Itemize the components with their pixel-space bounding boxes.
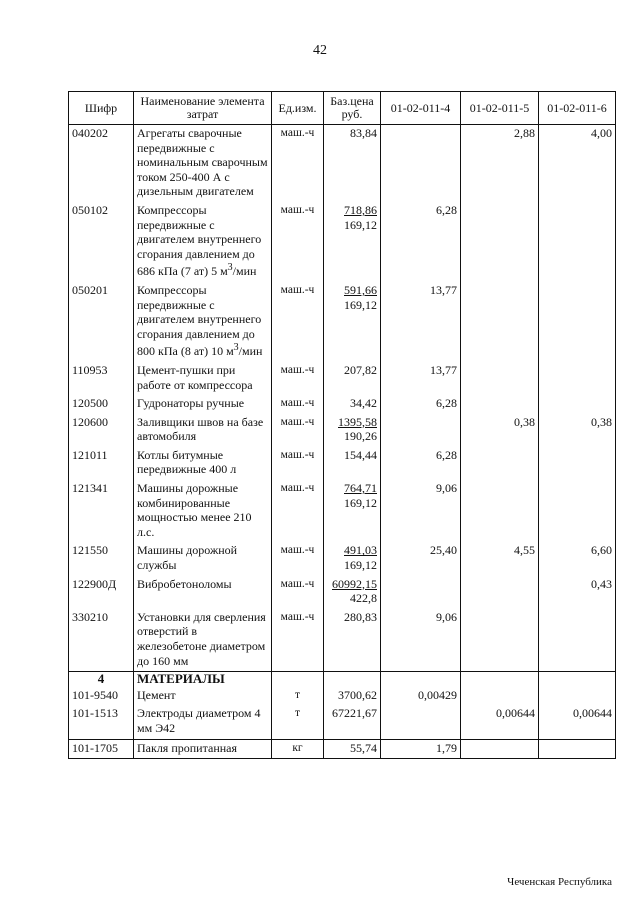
row-price [324, 447, 381, 480]
row-value-col2 [461, 576, 539, 609]
row-value-col2 [461, 202, 539, 282]
table-row [69, 282, 616, 362]
row-value-col2 [461, 282, 539, 362]
row-code: 121011 [69, 447, 134, 480]
row-price [324, 576, 381, 609]
material-value-col1: 0,00429 [381, 687, 461, 706]
table-row [69, 202, 616, 282]
row-unit: маш.-ч [272, 202, 324, 282]
header-price [324, 92, 381, 125]
material-code: 101-9540 [69, 687, 134, 706]
material-unit: т [272, 705, 324, 739]
row-name [134, 202, 272, 282]
row-name-suffix: /мин [238, 344, 263, 359]
row-price-secondary: 169,12 [344, 217, 377, 232]
row-value-col2 [461, 480, 539, 542]
material-price: 3700,62 [324, 687, 381, 706]
table-row [69, 447, 616, 480]
row-value-col1: 13,77 [381, 362, 461, 395]
row-name-suffix: /мин [232, 264, 257, 279]
material-unit: т [272, 687, 324, 706]
row-name: Гудронаторы ручные [134, 395, 272, 414]
row-code: 122900Д [69, 576, 134, 609]
row-value-col3 [539, 447, 616, 480]
row-value-col3: 0,43 [539, 576, 616, 609]
row-price-secondary: 422,8 [350, 591, 377, 606]
header-col3: 01-02-011-6 [539, 92, 616, 125]
row-name: Машины дорожной службы [134, 542, 272, 575]
material-row [69, 687, 616, 706]
row-value-col1 [381, 576, 461, 609]
row-name: Агрегаты сварочные передвижные с номинальным сварочным током 250-400 А с дизельным двигателем [134, 125, 272, 202]
row-code: 040202 [69, 125, 134, 202]
material-name: Электроды диаметром 4 мм Э42 [134, 705, 272, 739]
row-price-main: 83,84 [350, 126, 377, 140]
row-code: 110953 [69, 362, 134, 395]
table-row [69, 609, 616, 672]
row-value-col2: 4,55 [461, 542, 539, 575]
row-name-text: Компрессоры передвижные с двигателем внутреннего сгорания давлением до 686 кПа (7 ат) 5 м [137, 202, 262, 279]
row-value-col1: 9,06 [381, 609, 461, 672]
row-price-main: 207,82 [344, 362, 377, 377]
material-name: Цемент [134, 687, 272, 706]
empty-cell [272, 672, 324, 687]
empty-cell [381, 672, 461, 687]
row-value-col3: 0,38 [539, 414, 616, 447]
row-price [324, 414, 381, 447]
row-name-sup: 3 [227, 262, 233, 274]
row-unit: маш.-ч [272, 395, 324, 414]
row-price [324, 282, 381, 362]
row-value-col3 [539, 480, 616, 542]
row-unit: маш.-ч [272, 480, 324, 542]
row-name: Установки для сверления отверстий в железобетоне диаметром до 160 мм [134, 609, 272, 672]
row-value-col1: 6,28 [381, 447, 461, 480]
header-col2: 01-02-011-5 [461, 92, 539, 125]
row-value-col3 [539, 202, 616, 282]
row-code: 050201 [69, 282, 134, 362]
row-value-col2: 0,38 [461, 414, 539, 447]
row-price-main: 718,86 [344, 202, 377, 217]
row-unit: маш.-ч [272, 125, 324, 202]
row-price-main: 154,44 [344, 447, 377, 462]
material-value-col1 [381, 705, 461, 739]
header-code: Шифр [69, 92, 134, 125]
table-header-row [69, 92, 616, 125]
header-price-line2: руб. [341, 107, 363, 121]
row-value-col3 [539, 609, 616, 672]
row-name: Вибробетоноломы [134, 576, 272, 609]
row-value-col1: 9,06 [381, 480, 461, 542]
row-value-col1 [381, 125, 461, 202]
row-value-col3 [539, 395, 616, 414]
header-name-line1: Наименование элемента [140, 94, 265, 108]
row-price [324, 480, 381, 542]
row-name-sup: 3 [233, 342, 239, 354]
header-unit: Ед.изм. [272, 92, 324, 125]
row-price-secondary: 169,12 [344, 495, 377, 510]
row-price-secondary: 169,12 [344, 297, 377, 312]
row-value-col2 [461, 609, 539, 672]
table-row [69, 414, 616, 447]
page-number: 42 [313, 43, 327, 58]
header-name-line2: затрат [186, 107, 219, 121]
table-row [69, 395, 616, 414]
row-price-main: 280,83 [344, 609, 377, 624]
row-price-main: 764,71 [344, 481, 377, 496]
material-code: 101-1513 [69, 705, 134, 739]
row-value-col2: 2,88 [461, 125, 539, 202]
row-price-main: 591,66 [344, 282, 377, 297]
material-code: 101-1705 [69, 739, 134, 759]
material-name: Пакля пропитанная [134, 739, 272, 759]
row-price [324, 542, 381, 575]
material-value-col2: 0,00644 [461, 705, 539, 739]
row-price-main: 491,03 [344, 543, 377, 558]
material-value-col2 [461, 739, 539, 759]
row-name: Цемент-пушки при работе от компрессора [134, 362, 272, 395]
row-price [324, 202, 381, 282]
row-unit: маш.-ч [272, 282, 324, 362]
header-price-line1: Баз.цена [330, 94, 374, 108]
row-price [324, 362, 381, 395]
material-row [69, 705, 616, 739]
row-price [324, 395, 381, 414]
row-unit: маш.-ч [272, 362, 324, 395]
row-code: 050102 [69, 202, 134, 282]
material-unit: кг [272, 739, 324, 759]
material-price: 67221,67 [324, 705, 381, 739]
row-code: 121550 [69, 542, 134, 575]
empty-cell [461, 672, 539, 687]
row-value-col1: 6,28 [381, 202, 461, 282]
row-code: 330210 [69, 609, 134, 672]
row-price-main: 1395,58 [338, 414, 377, 429]
row-value-col1: 13,77 [381, 282, 461, 362]
table-row [69, 362, 616, 395]
empty-cell [324, 672, 381, 687]
row-unit: маш.-ч [272, 576, 324, 609]
row-name: Машины дорожные комбинированные мощностью менее 210 л.с. [134, 480, 272, 542]
row-price [324, 609, 381, 672]
row-name [134, 282, 272, 362]
row-name-text: Компрессоры передвижные с двигателем внутреннего сгорания давлением до 800 кПа (8 ат) 10 м [137, 282, 262, 359]
row-price-main: 60992,15 [332, 576, 377, 591]
row-value-col1: 6,28 [381, 395, 461, 414]
material-value-col1: 1,79 [381, 739, 461, 759]
row-value-col1: 25,40 [381, 542, 461, 575]
material-value-col3 [539, 687, 616, 706]
empty-cell [539, 672, 616, 687]
material-price: 55,74 [324, 739, 381, 759]
table-row [69, 576, 616, 609]
row-value-col3 [539, 282, 616, 362]
material-value-col3: 0,00644 [539, 705, 616, 739]
row-value-col2 [461, 447, 539, 480]
material-value-col2 [461, 687, 539, 706]
row-code: 120600 [69, 414, 134, 447]
row-unit: маш.-ч [272, 414, 324, 447]
header-name [134, 92, 272, 125]
resource-table [68, 91, 616, 759]
table-row [69, 480, 616, 542]
table-row [69, 125, 616, 202]
row-price [324, 125, 381, 202]
header-col1: 01-02-011-4 [381, 92, 461, 125]
row-value-col3: 4,00 [539, 125, 616, 202]
row-price-secondary: 169,12 [344, 558, 377, 573]
row-unit: маш.-ч [272, 542, 324, 575]
row-value-col1 [381, 414, 461, 447]
footer-region: Чеченская Республика [507, 876, 612, 888]
row-code: 120500 [69, 395, 134, 414]
row-price-secondary: 190,26 [344, 429, 377, 444]
row-unit: маш.-ч [272, 609, 324, 672]
row-value-col3: 6,60 [539, 542, 616, 575]
section-title: МАТЕРИАЛЫ [134, 672, 272, 687]
row-name: Заливщики швов на базе автомобиля [134, 414, 272, 447]
material-row [69, 739, 616, 759]
table-row [69, 542, 616, 575]
row-price-main: 34,42 [350, 396, 377, 411]
row-value-col2 [461, 395, 539, 414]
row-code: 121341 [69, 480, 134, 542]
material-value-col3 [539, 739, 616, 759]
row-unit: маш.-ч [272, 447, 324, 480]
row-value-col2 [461, 362, 539, 395]
row-value-col3 [539, 362, 616, 395]
section-header-row [69, 672, 616, 687]
row-name: Котлы битумные передвижные 400 л [134, 447, 272, 480]
section-code: 4 [69, 672, 134, 687]
